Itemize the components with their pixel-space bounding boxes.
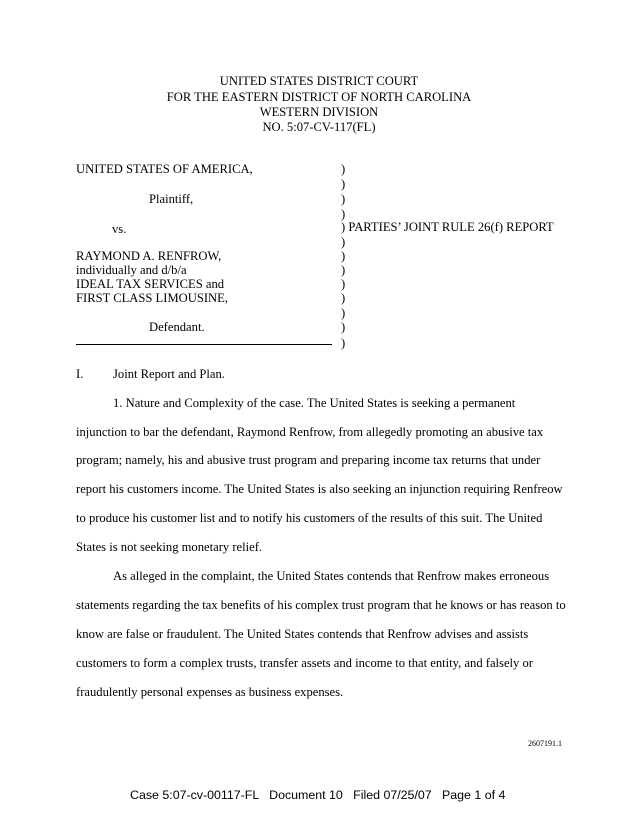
court-division: WESTERN DIVISION xyxy=(259,105,379,119)
body-line: to produce his customer list and to notify his customers of the results of this suit. The United xyxy=(76,511,543,525)
defendant-capacity: individually and d/b/a xyxy=(76,263,187,277)
section-heading: Joint Report and Plan. xyxy=(113,367,225,381)
court-name: UNITED STATES DISTRICT COURT xyxy=(219,74,419,88)
section-number: I. xyxy=(76,367,84,381)
caption-paren: ) xyxy=(341,320,346,334)
plaintiff-role: Plaintiff, xyxy=(149,192,194,206)
body-line: program; namely, his and abusive trust program and preparing income tax returns that under xyxy=(76,453,541,467)
body-line: customers to form a complex trusts, transfer assets and income to that entity, and falsely or xyxy=(76,656,533,670)
caption-paren: ) xyxy=(341,192,346,206)
caption-paren: ) xyxy=(341,336,346,350)
document-title: ) PARTIES’ JOINT RULE 26(f) REPORT xyxy=(341,220,554,234)
plaintiff-name: UNITED STATES OF AMERICA, xyxy=(76,162,253,176)
body-line: States is not seeking monetary relief. xyxy=(76,540,263,554)
caption-paren: ) xyxy=(341,277,346,291)
caption-paren: ) xyxy=(341,207,346,221)
case-number: NO. 5:07-CV-117(FL) xyxy=(262,120,376,134)
body-line: fraudulently personal expenses as business expenses. xyxy=(76,685,344,699)
defendant-business-2: FIRST CLASS LIMOUSINE, xyxy=(76,291,228,305)
caption-divider xyxy=(76,344,332,345)
versus: vs. xyxy=(112,222,127,236)
defendant-name: RAYMOND A. RENFROW, xyxy=(76,249,222,263)
case-footer: Case 5:07-cv-00117-FL Document 10 Filed 07/25/07 Page 1 of 4 xyxy=(130,788,506,802)
caption-paren: ) xyxy=(341,235,346,249)
caption-paren: ) xyxy=(341,177,346,191)
caption-paren: ) xyxy=(341,249,346,263)
caption-paren: ) xyxy=(341,291,346,305)
body-line: report his customers income. The United States is also seeking an injunction requiring Renfreow xyxy=(76,482,563,496)
caption-paren: ) xyxy=(341,263,346,277)
body-line: As alleged in the complaint, the United States contends that Renfrow makes erroneous xyxy=(113,569,550,583)
caption-paren: ) xyxy=(341,162,346,176)
body-line: injunction to bar the defendant, Raymond Renfrow, from allegedly promoting an abusive tax xyxy=(76,425,544,439)
body-line: 1. Nature and Complexity of the case. The United States is seeking a permanent xyxy=(113,396,516,410)
defendant-business-1: IDEAL TAX SERVICES and xyxy=(76,277,225,291)
defendant-role: Defendant. xyxy=(149,320,205,334)
court-district: FOR THE EASTERN DISTRICT OF NORTH CAROLINA xyxy=(166,90,472,104)
body-line: statements regarding the tax benefits of his complex trust program that he knows or has reason to xyxy=(76,598,566,612)
document-code: 2607191.1 xyxy=(528,739,562,748)
caption-paren: ) xyxy=(341,306,346,320)
body-line: know are false or fraudulent. The United States contends that Renfrow advises and assists xyxy=(76,627,529,641)
